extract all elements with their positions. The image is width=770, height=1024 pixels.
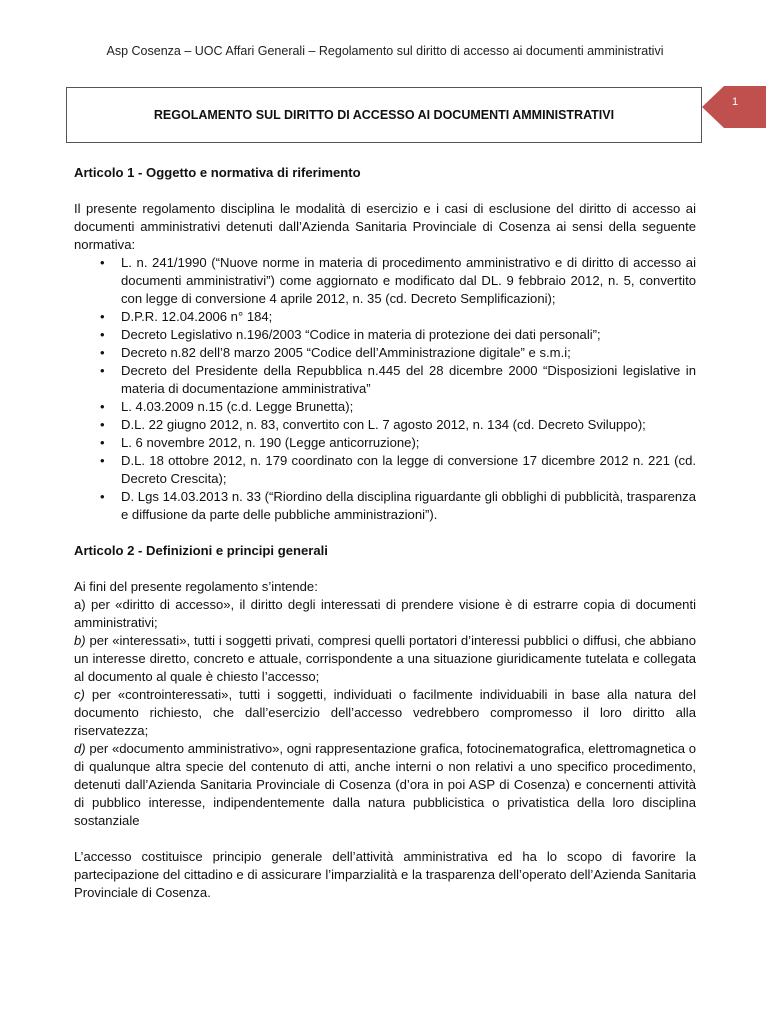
list-item: • L. n. 241/1990 (“Nuove norme in materia di procedimento amministrativo e di diritto di accesso ai documenti amministrativi”) come aggiornato e modificato dal DL. 9 febbraio 2012, n. 5, convertito con legge di conversione 4 aprile 2012, n. 35 (cd. Decreto Semplificazioni); [121,254,696,308]
normative-list [74,254,696,524]
definition-a [74,596,696,632]
list-item: • L. 4.03.2009 n.15 (c.d. Legge Brunetta); [121,398,696,416]
document-title-box [66,87,702,143]
definition-c-marker: c) [74,687,85,702]
article-1-heading: Articolo 1 - Oggetto e normativa di riferimento [74,165,361,180]
list-item: • Decreto Legislativo n.196/2003 “Codice in materia di protezione dei dati personali”; [121,326,696,344]
definition-d-text: per «documento amministrativo», ogni rappresentazione grafica, fotocinematografica, elettromagnetica o di qualunque altra specie del contenuto di atti, anche interni o non relativi a uno specifico procedimento, detenuti dall’Azienda Sanitaria Provinciale di Cosenza (d’ora in poi ASP di Cosenza) e concernenti attività di pubblico interesse, indipendentemente dalla natura pubblicistica o privatistica della loro disciplina sostanziale [74,741,696,828]
list-item: • L. 6 novembre 2012, n. 190 (Legge anticorruzione); [121,434,696,452]
definition-b-marker: b) [74,633,86,648]
running-header: Asp Cosenza – UOC Affari Generali – Regolamento sul diritto di accesso ai documenti amministrativi [106,44,664,58]
list-item: • D.P.R. 12.04.2006 n° 184; [121,308,696,326]
article-2-heading: Articolo 2 - Definizioni e principi generali [74,543,328,558]
article-1-intro: Il presente regolamento disciplina le modalità di esercizio e i casi di esclusione del diritto di accesso ai documenti amministrativi detenuti dall’Azienda Sanitaria Provinciale di Cosenza ai sensi della seguente normativa: [74,201,696,252]
definition-a-text: per «diritto di accesso», il diritto degli interessati di prendere visione è di estrarre copia di documenti amministrativi; [74,597,696,630]
definition-b [74,632,696,686]
list-item: • D. Lgs 14.03.2013 n. 33 (“Riordino della disciplina riguardante gli obblighi di pubblicità, trasparenza e diffusione da parte delle pubbliche amministrazioni”). [121,488,696,524]
definition-a-marker: a) [74,597,86,612]
list-item: • Decreto n.82 dell’8 marzo 2005 “Codice dell’Amministrazione digitale” e s.m.i; [121,344,696,362]
definition-d-marker: d) [74,741,86,756]
document-title: REGOLAMENTO SUL DIRITTO DI ACCESSO AI DOCUMENTI AMMINISTRATIVI [153,108,615,122]
definition-d [74,740,696,830]
list-item: • D.L. 18 ottobre 2012, n. 179 coordinato con la legge di conversione 17 dicembre 2012 n. 221 (cd. Decreto Crescita); [121,452,696,488]
list-item: • D.L. 22 giugno 2012, n. 83, convertito con L. 7 agosto 2012, n. 134 (cd. Decreto Sviluppo); [121,416,696,434]
definition-c-text: per «controinteressati», tutti i soggetti, individuati o facilmente individuabili in base alla natura del documento richiesto, che dall’esercizio dell’accesso vedrebbero compromesso il loro diritto alla riservatezza; [74,687,696,738]
article-2-intro: Ai fini del presente regolamento s’intende: [74,579,318,594]
document-body [74,164,696,902]
definition-c [74,686,696,740]
page-number-badge [702,86,766,128]
definition-b-text: per «interessati», tutti i soggetti privati, compresi quelli portatori d’interessi pubblici o diffusi, che abbiano un interesse diretto, concreto e attuale, corrispondente a una situazione giuridicamente tutelata e collegata al documento al quale è chiesto l’accesso; [74,633,696,684]
page-number: 1 [732,96,739,108]
list-item: • Decreto del Presidente della Repubblica n.445 del 28 dicembre 2000 “Disposizioni legislative in materia di documentazione amministrativa” [121,362,696,398]
article-2-closing: L’accesso costituisce principio generale dell’attività amministrativa ed ha lo scopo di favorire la partecipazione del cittadino e di assicurare l’imparzialità e la trasparenza dell’operato dell’Azienda Sanitaria Provinciale di Cosenza. [74,849,696,900]
